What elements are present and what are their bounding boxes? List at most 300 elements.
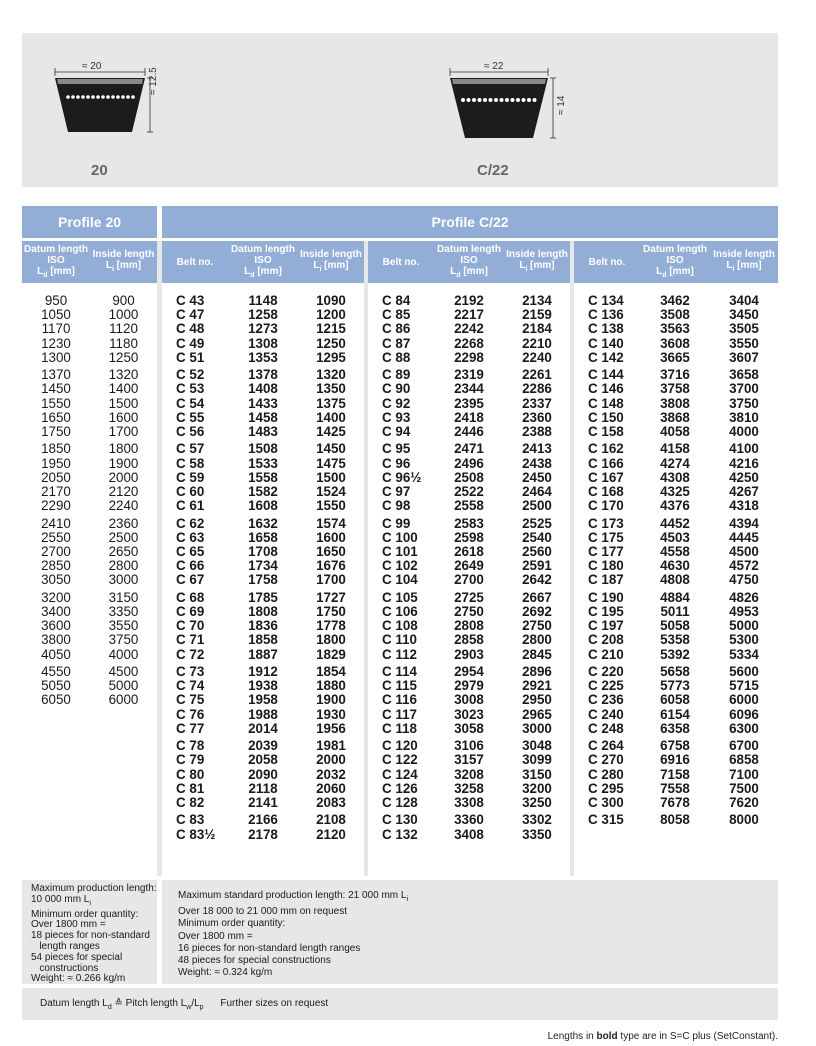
table-cell: 3058 [454,720,484,736]
col-header-inside: Inside length $L_i$ [mm] [300,249,362,273]
row-group [504,665,570,736]
table-cell: 1148 [248,293,278,308]
table-cell: 2750 [454,604,484,620]
table-cell: 6154 [660,706,690,722]
table-cell: C 112 [382,646,417,662]
table-cell: 3607 [729,349,759,365]
table-cell: 1800 [108,441,139,457]
table-cell: 1850 [41,441,71,457]
row-group [640,442,710,513]
table-cell: 2120 [316,826,346,842]
table-cell: 1981 [316,738,346,754]
table-cell: C 144 [588,367,624,383]
table-cell: 2141 [248,795,278,811]
table-cell: 2700 [41,544,71,560]
table-cell: 4953 [729,604,759,620]
table-cell: C 71 [176,632,205,648]
table-cell: C 108 [382,618,418,634]
table-cell: C 122 [382,752,418,768]
row-group [298,591,364,662]
table-cell: C 69 [176,604,205,620]
row-group [382,591,434,662]
table-cell: 3563 [660,321,690,337]
table-cell: 2800 [522,632,552,648]
table-cell: 1958 [248,692,278,708]
table-cell: 1938 [248,678,278,694]
table-cell: 1758 [248,572,278,588]
row-group [434,591,504,662]
row-group [176,591,228,662]
table-cell: 1120 [109,321,138,337]
table-cell: C 102 [382,558,418,574]
row-group [22,442,90,513]
table-cell: 1778 [316,618,346,634]
table-cell: 1475 [316,455,346,471]
table-cell: 1836 [248,618,278,634]
table-cell: C 72 [176,646,205,662]
table-cell: 3400 [41,604,71,620]
table-cell: 3750 [729,395,759,411]
profile-20-width-label: ≈ 20 [82,61,102,72]
row-group [298,368,364,439]
table-cell: 1180 [109,335,138,351]
table-cell: 8000 [729,812,759,828]
table-cell: C 197 [588,618,624,634]
table-cell: 1600 [316,529,346,545]
table-cell: 2418 [454,409,484,425]
table-cell: 2903 [454,646,484,662]
table-cell: 4500 [108,664,139,680]
row-group [434,665,504,736]
table-cell: 950 [44,293,68,308]
table-cell: C 138 [588,321,624,337]
table-cell: C 208 [588,632,624,648]
table-cell: 4558 [660,544,690,560]
table-cell: C 173 [588,515,624,531]
table-cell: C 94 [382,424,411,440]
row-group [298,665,364,736]
table-cell: C 295 [588,780,624,796]
row-group [228,813,298,841]
table-cell: C 140 [588,335,624,351]
table-cell: 2344 [454,381,484,397]
profile-20-height-label: ≈ 12.5 [148,67,159,95]
row-group [228,294,298,365]
row-group [22,517,90,588]
table-cell: 1450 [41,381,71,397]
table-cell: 6358 [660,720,690,736]
table-cell: 2210 [522,335,552,351]
row-group [90,368,157,439]
table-cell: C 90 [382,381,411,397]
table-cell: 7558 [660,780,690,796]
table-cell: 1295 [316,349,346,365]
table-cell: 2166 [248,812,278,828]
table-cell: 2471 [454,441,484,457]
table-cell: 2108 [316,812,346,828]
table-cell: 3700 [729,381,759,397]
table-cell: C 150 [588,409,624,425]
table-cell: C 57 [176,441,205,457]
table-cell: 4267 [729,484,759,500]
table-cell: 1215 [316,321,346,337]
table-cell: C 100 [382,529,418,545]
table-cell: 2240 [522,349,552,365]
table-cell: C 106 [382,604,418,620]
table-cell: 1650 [316,544,346,560]
table-cell: 3868 [660,409,690,425]
row-group [382,368,434,439]
table-cell: 1734 [248,558,278,574]
table-cell: C 89 [382,367,411,383]
table-cell: C 98 [382,498,411,514]
table-cell: C 77 [176,720,205,736]
table-cell: 2410 [41,515,71,531]
table-cell: 2950 [522,692,552,708]
table-cell: 4058 [660,424,690,440]
table-cell: 1524 [316,484,346,500]
row-group [588,591,640,662]
table-cell: C 62 [176,515,205,531]
table-cell: 4445 [729,529,759,545]
table-cell: 2558 [454,498,484,514]
c3-inside-column [710,294,778,831]
table-cell: 1829 [316,646,346,662]
table-cell: 2039 [248,738,278,754]
row-group [298,517,364,588]
table-cell: 1988 [248,706,278,722]
table-cell: 2298 [454,349,484,365]
table-cell: 1858 [248,632,278,648]
table-cell: 3758 [660,381,690,397]
table-cell: 6858 [729,752,759,768]
profile-c22-width-label: ≈ 22 [484,61,504,72]
table-cell: 6050 [41,692,71,708]
row-group [382,739,434,810]
table-cell: 1854 [316,664,346,680]
table-cell: 3099 [522,752,552,768]
c1-inside-column [298,294,364,845]
table-cell: 2184 [522,321,552,337]
row-group [228,517,298,588]
table-cell: C 95 [382,441,411,457]
table-cell: C 81 [176,780,205,796]
table-cell: C 104 [382,572,418,588]
table-cell: 1930 [316,706,346,722]
c2-datum-column [434,294,504,845]
table-cell: 2500 [108,529,139,545]
table-cell: 5334 [729,646,759,662]
table-cell: 2337 [522,395,552,411]
row-group [504,591,570,662]
row-group [588,665,640,736]
c3-belt-column [588,294,640,831]
row-group [434,442,504,513]
table-cell: 3350 [108,604,139,620]
table-cell: 2540 [522,529,552,545]
row-group [176,665,228,736]
row-group [90,294,157,365]
table-cell: 4050 [41,646,71,662]
table-cell: 2261 [522,367,552,383]
table-cell: 6000 [729,692,759,708]
table-cell: 1500 [108,395,139,411]
table-cell: C 270 [588,752,624,768]
table-cell: 3008 [454,692,484,708]
table-cell: 2286 [522,381,552,397]
table-cell: 2178 [248,826,278,842]
table-cell: 7678 [660,795,690,811]
table-cell: 1550 [41,395,71,411]
table-cell: 2921 [522,678,552,694]
table-cell: C 96½ [382,469,422,485]
table-cell: C 58 [176,455,205,471]
profile-20-label: 20 [91,162,108,179]
table-cell: 3050 [41,572,71,588]
table-cell: 2525 [522,515,552,531]
table-cell: 1400 [108,381,139,397]
table-cell: C 180 [588,558,624,574]
table-cell: 1900 [316,692,346,708]
row-group [504,368,570,439]
table-cell: 2560 [522,544,552,560]
table-cell: C 177 [588,544,624,560]
table-cell: 1912 [248,664,278,680]
table-cell: 1250 [316,335,346,351]
col-header-belt: Belt no. [588,256,626,268]
row-group [710,442,778,513]
table-cell: 1375 [316,395,346,411]
table-cell: 3200 [522,780,552,796]
table-cell: 2134 [522,293,552,308]
table-cell: 5392 [660,646,690,662]
table-cell: C 73 [176,664,205,680]
table-cell: 3550 [108,618,139,634]
table-cell: 4308 [660,469,690,485]
table-cell: 2242 [454,321,484,337]
row-group [588,517,640,588]
table-cell: 1273 [248,321,278,337]
table-cell: 2360 [108,515,139,531]
table-cell: 2858 [454,632,484,648]
table-cell: C 118 [382,720,417,736]
table-cell: 2800 [108,558,139,574]
table-cell: C 83½ [176,826,216,842]
table-cell: 1950 [41,455,71,471]
table-cell: 1320 [316,367,346,383]
row-group [90,517,157,588]
further-sizes-note: Further sizes on request [220,998,329,1009]
table-cell: 1320 [108,367,139,383]
table-cell: C 78 [176,738,205,754]
table-cell: C 80 [176,766,205,782]
row-group [176,442,228,513]
row-group [176,813,228,841]
table-cell: C 70 [176,618,205,634]
table-cell: C 236 [588,692,624,708]
row-group [382,665,434,736]
table-cell: C 220 [588,664,624,680]
table-cell: 3000 [108,572,139,588]
table-cell: 4630 [660,558,690,574]
table-cell: 2360 [522,409,552,425]
table-cell: C 84 [382,293,411,308]
table-cell: 1887 [248,646,278,662]
table-cell: 5000 [108,678,139,694]
table-cell: 1200 [316,307,346,323]
c2-belt-column [382,294,434,845]
table-cell: 1808 [248,604,278,620]
table-cell: 3150 [522,766,552,782]
row-group [176,739,228,810]
row-group [434,739,504,810]
table-cell: 2159 [522,307,552,323]
table-cell: C 187 [588,572,624,588]
p20-datum-column [22,294,90,711]
setconstant-note: Lengths in bold type are in S=C plus (SetConstant). [547,1031,778,1042]
table-cell: 2014 [248,720,278,736]
table-cell: 2058 [248,752,278,768]
table-cell: 1230 [41,335,71,351]
table-cell: 2642 [522,572,552,588]
table-cell: C 60 [176,484,205,500]
table-cell: 2050 [41,469,71,485]
col-header-datum: Datum length ISO $L_d$ [mm] [231,243,295,279]
row-group [504,442,570,513]
row-group [90,591,157,662]
profile-c22-notes: Maximum standard production length: 21 000 mm $L_i$ Over 18 000 to 21 000 mm on request Minimum order quantity: Over 1800 mm = 16 pieces for non-standard length ranges 48 pieces for special constructions Weight: ≈ 0.324 kg/m [162,880,778,984]
row-group [640,517,710,588]
table-cell: 3550 [729,335,759,351]
table-cell: 2649 [454,558,484,574]
table-cell: 1508 [248,441,278,457]
row-group [176,368,228,439]
table-cell: C 97 [382,484,411,500]
table-cell: C 300 [588,795,624,811]
table-cell: C 148 [588,395,624,411]
table-cell: C 170 [588,498,624,514]
table-cell: 1700 [108,424,139,440]
table-cell: 1433 [248,395,278,411]
table-cell: 2808 [454,618,484,634]
row-group [710,813,778,827]
table-cell: C 53 [176,381,205,397]
table-cell: 4100 [729,441,759,457]
table-cell: 2750 [522,618,552,634]
row-group [298,739,364,810]
table-cell: C 168 [588,484,624,500]
row-group [710,665,778,736]
table-cell: 2725 [454,589,484,605]
table-cell: 3404 [729,293,759,308]
table-cell: 4000 [108,646,139,662]
table-cell: C 120 [382,738,418,754]
table-cell: 3106 [454,738,484,754]
table-cell: 3800 [41,632,71,648]
table-cell: 1800 [316,632,346,648]
table-cell: 2192 [454,293,484,308]
table-cell: 7620 [729,795,759,811]
table-cell: 3608 [660,335,690,351]
table-cell: C 87 [382,335,411,351]
table-cell: 2450 [522,469,552,485]
table-cell: 1353 [248,349,278,365]
table-cell: 4325 [660,484,690,500]
table-cell: C 190 [588,589,624,605]
table-cell: 4500 [729,544,759,560]
col-header-inside: Inside length $L_i$ [mm] [92,249,155,273]
table-cell: 6058 [660,692,690,708]
table-cell: 3000 [522,720,552,736]
table-cell: 1632 [248,515,278,531]
profile-c22-height-label: ≈ 14 [556,95,567,115]
row-group [298,442,364,513]
row-group [298,294,364,365]
table-cell: C 79 [176,752,205,768]
table-cell: C 248 [588,720,624,736]
table-cell: C 47 [176,307,205,323]
row-group [640,368,710,439]
table-cell: 2083 [316,795,346,811]
table-cell: 5658 [660,664,690,680]
footer-notes-bar [22,988,778,1020]
table-cell: 4394 [729,515,759,531]
table-cell: 4808 [660,572,690,588]
table-cell: 3665 [660,349,690,365]
table-cell: C 76 [176,706,205,722]
row-group [228,442,298,513]
table-cell: 1050 [41,307,71,323]
table-cell: 2850 [41,558,71,574]
row-group [382,442,434,513]
table-cell: 2583 [454,515,484,531]
col-header-inside: Inside length $L_i$ [mm] [713,249,775,273]
col-header-datum: Datum length ISO $L_d$ [mm] [643,243,707,279]
row-group [710,368,778,439]
table-cell: 1500 [316,469,346,485]
table-cell: 4250 [729,469,759,485]
table-cell: 1900 [108,455,139,471]
table-cell: 5000 [729,618,759,634]
table-cell: 4274 [660,455,690,471]
table-cell: 2120 [108,484,139,500]
table-cell: 3258 [454,780,484,796]
table-cell: 2000 [316,752,346,768]
table-cell: C 136 [588,307,624,323]
table-cell: 1956 [316,720,346,736]
table-cell: C 68 [176,589,205,605]
row-group [710,591,778,662]
table-cell: C 225 [588,678,624,694]
table-cell: 3505 [729,321,759,337]
table-cell: C 128 [382,795,418,811]
table-cell: 5358 [660,632,690,648]
table-cell: 5058 [660,618,690,634]
table-cell: C 166 [588,455,624,471]
table-cell: 1378 [248,367,278,383]
row-group [588,813,640,827]
table-cell: 2845 [522,646,552,662]
table-cell: C 280 [588,766,624,782]
table-cell: 1170 [41,321,71,337]
table-cell: 5300 [729,632,759,648]
table-cell: 2438 [522,455,552,471]
table-cell: 2032 [316,766,346,782]
table-cell: 2522 [454,484,484,500]
table-cell: C 74 [176,678,205,694]
row-group [588,294,640,365]
table-cell: C 146 [588,381,624,397]
